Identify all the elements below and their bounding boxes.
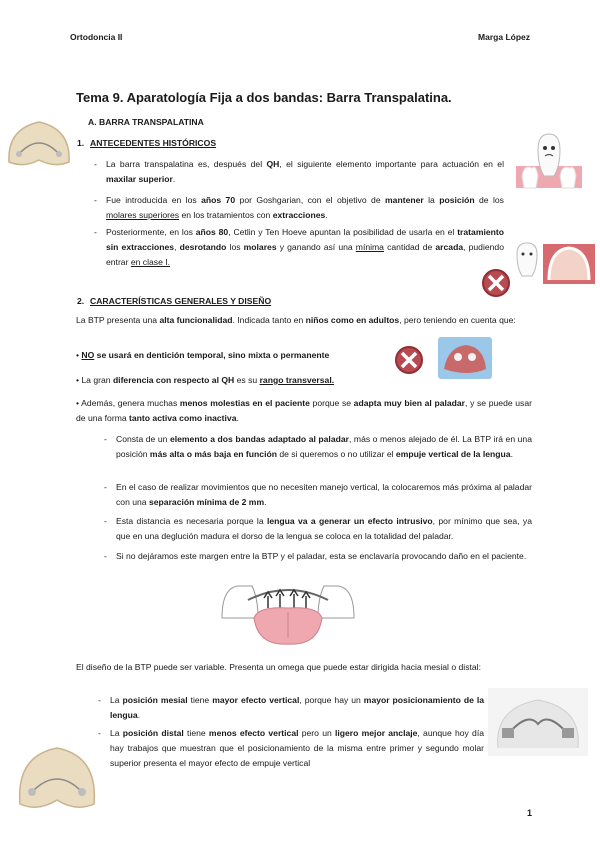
palate-model-icon bbox=[4, 114, 74, 170]
palate-photo-icon bbox=[543, 244, 595, 284]
tongue-diagram-icon bbox=[218, 578, 358, 648]
section-2-heading: CARACTERÍSTICAS GENERALES Y DISEÑO bbox=[90, 296, 272, 306]
section-2-number: 2. bbox=[77, 296, 85, 306]
section-1-heading: ANTECEDENTES HISTÓRICOS bbox=[90, 138, 217, 148]
section-a-heading: A. BARRA TRANSPALATINA bbox=[88, 117, 204, 127]
palate-model-icon bbox=[14, 742, 100, 814]
header-left: Ortodoncia II bbox=[70, 32, 123, 42]
no-cross-icon bbox=[394, 345, 424, 375]
tooth-character-icon bbox=[514, 126, 584, 192]
appliance-photo-icon bbox=[488, 688, 588, 756]
header-right: Marga López bbox=[478, 32, 530, 42]
palate-photo-icon bbox=[438, 337, 492, 379]
tooth-character-icon bbox=[512, 240, 542, 280]
no-cross-icon bbox=[481, 268, 511, 298]
page-number: 1 bbox=[526, 808, 532, 818]
page-title: Tema 9. Aparatología Fija a dos bandas: Barra Transpalatina. bbox=[76, 90, 452, 105]
section-1-number: 1. bbox=[77, 138, 85, 148]
